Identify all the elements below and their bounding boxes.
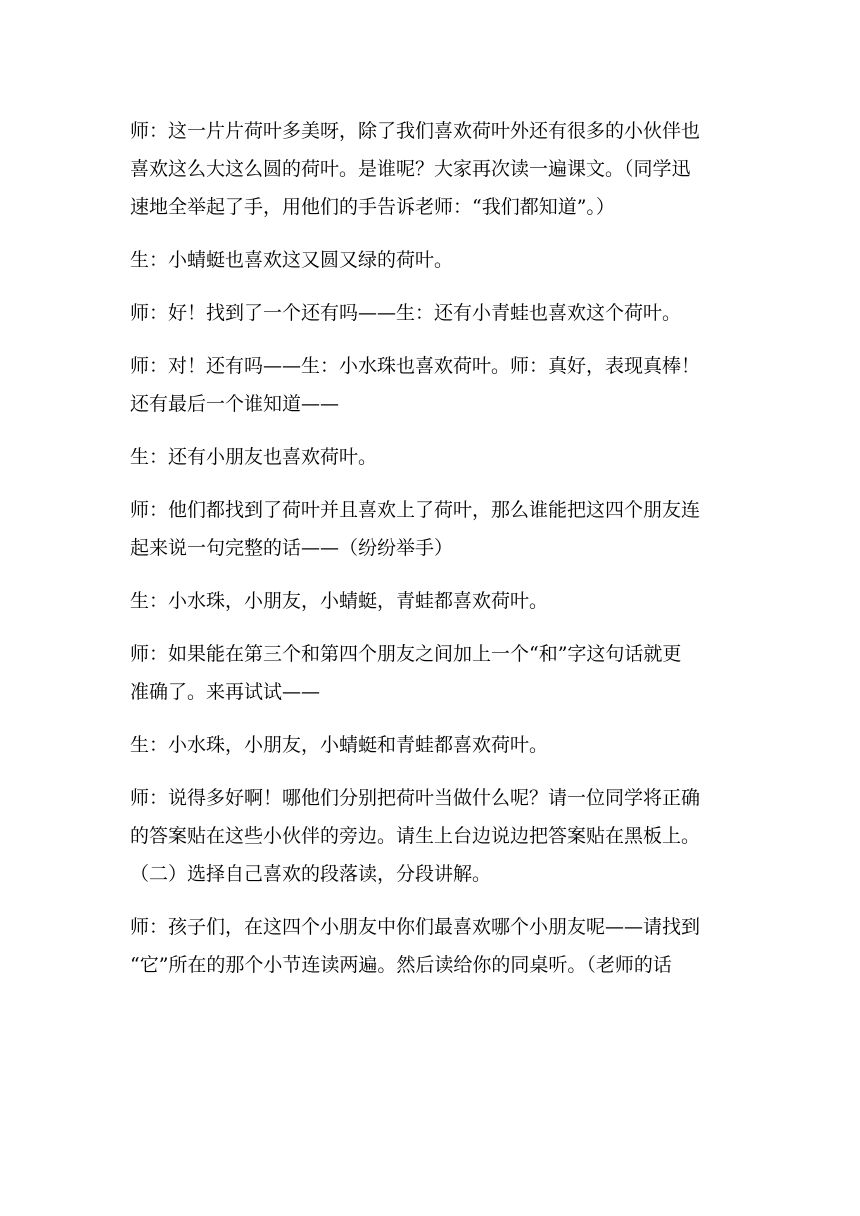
text-line: 生：小蜻蜓也喜欢这又圆又绿的荷叶。 [130,249,454,271]
paragraph [130,491,734,567]
paragraph [130,347,734,423]
paragraph [130,438,734,476]
text-line: 师：这一片片荷叶多美呀，除了我们喜欢荷叶外还有很多的小伙伴也 [130,120,701,142]
paragraph [130,241,734,279]
text-line: “它”所在的那个小节连读两遍。然后读给你的同桌听。（老师的话 [130,954,672,976]
document-body [130,112,734,984]
paragraph [130,294,734,332]
text-line: 师：对！还有吗——生：小水珠也喜欢荷叶。师：真好，表现真棒！ [130,355,701,377]
text-line: 的答案贴在这些小伙伴的旁边。请生上台边说边把答案贴在黑板上。 [130,825,701,847]
text-line: （二）选择自己喜欢的段落读，分段讲解。 [130,863,492,885]
text-line: 准确了。来再试试—— [130,681,321,703]
text-line: 师：如果能在第三个和第四个朋友之间加上一个“和”字这句话就更 [130,643,682,665]
text-line: 速地全举起了手，用他们的手告诉老师：“我们都知道”。） [130,196,615,218]
paragraph [130,779,734,893]
text-line: 生：小水珠，小朋友，小蜻蜓，青蛙都喜欢荷叶。 [130,590,549,612]
text-line: 喜欢这么大这么圆的荷叶。是谁呢？大家再次读一遍课文。（同学迅 [130,158,691,180]
text-line: 师：说得多好啊！哪他们分别把荷叶当做什么呢？请一位同学将正确 [130,787,701,809]
text-line: 师：好！找到了一个还有吗——生：还有小青蛙也喜欢这个荷叶。 [130,302,682,324]
text-line: 生：还有小朋友也喜欢荷叶。 [130,446,378,468]
text-line: 还有最后一个谁知道—— [130,393,340,415]
text-line: 起来说一句完整的话——（纷纷举手） [130,537,454,559]
paragraph [130,635,734,711]
paragraph [130,582,734,620]
text-line: 生：小水珠，小朋友，小蜻蜓和青蛙都喜欢荷叶。 [130,734,549,756]
text-line: 师：孩子们，在这四个小朋友中你们最喜欢哪个小朋友呢——请找到 [130,916,701,938]
paragraph [130,908,734,984]
paragraph [130,112,734,226]
paragraph [130,726,734,764]
text-line: 师：他们都找到了荷叶并且喜欢上了荷叶，那么谁能把这四个朋友连 [130,499,701,521]
